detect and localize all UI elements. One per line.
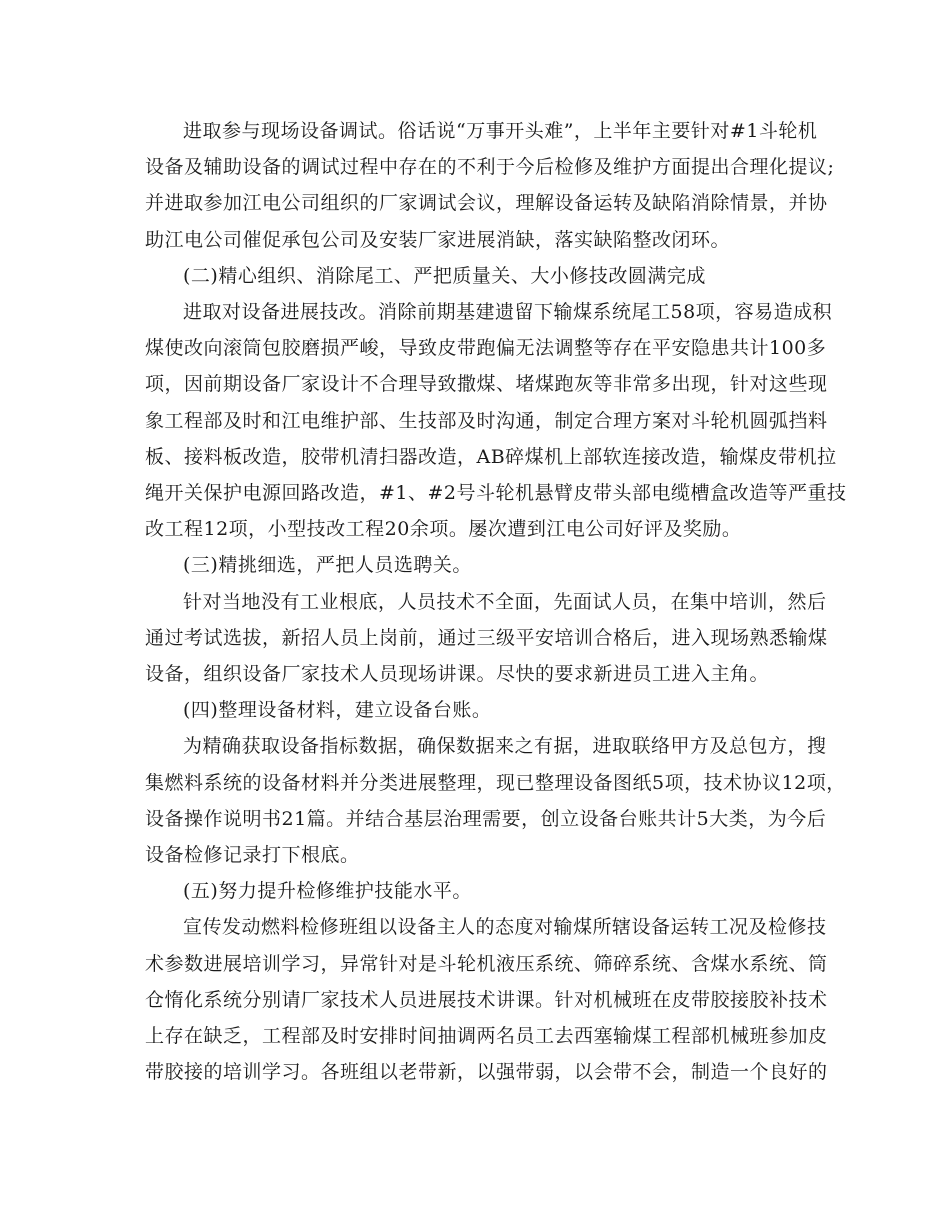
paragraph-first-line: (二)精心组织、消除尾工、严把质量关、大小修技改圆满完成 xyxy=(183,264,706,287)
paragraph-line: 带胶接的培训学习。各班组以老带新，以强带弱，以会带不会，制造一个良好的 xyxy=(145,1061,828,1084)
paragraph-line: 设备，组织设备厂家技术人员现场讲课。尽快的要求新进员工进入主角。 xyxy=(145,663,770,685)
paragraph-line: 助江电公司催促承包公司及安装厂家进展消缺，落实缺陷整改闭环。 xyxy=(145,228,731,251)
paragraph-line: 设备操作说明书21篇。并结合基层治理需要，创立设备台账共计5大类，为今后 xyxy=(145,807,827,830)
paragraph-first-line: 针对当地没有工业根底，人员技术不全面，先面试人员，在集中培训，然后 xyxy=(183,590,827,613)
paragraph-line: 通过考试选拔，新招人员上岗前，通过三级平安培训合格后，进入现场熟悉输煤 xyxy=(145,626,828,649)
paragraph-first-line: 进取对设备进展技改。消除前期基建遗留下输煤系统尾工58项，容易造成积 xyxy=(183,301,833,323)
paragraph-line: 改工程12项，小型技改工程20余项。屡次遭到江电公司好评及奖励。 xyxy=(145,518,742,541)
paragraph-first-line: (四)整理设备材料，建立设备台账。 xyxy=(183,699,492,722)
paragraph-first-line: 宣传发动燃料检修班组以设备主人的态度对输煤所辖设备运转工况及检修技 xyxy=(183,916,827,939)
paragraph-first-line: 进取参与现场设备调试。俗话说“万事开头难”，上半年主要针对#1斗轮机 xyxy=(183,120,818,142)
paragraph-line: 并进取参加江电公司组织的厂家调试会议，理解设备运转及缺陷消除情景，并协 xyxy=(145,192,828,215)
paragraph-line: 象工程部及时和江电维护部、生技部及时沟通，制定合理方案对斗轮机圆弧挡料 xyxy=(145,409,828,432)
paragraph-line: 术参数进展培训学习，异常针对是斗轮机液压系统、筛碎系统、含煤水系统、筒 xyxy=(145,952,828,975)
paragraph-line: 绳开关保护电源回路改造，#1、#2号斗轮机悬臂皮带头部电缆槽盒改造等严重技 xyxy=(145,482,847,504)
paragraph-line: 煤使改向滚筒包胶磨损严峻，导致皮带跑偏无法调整等存在平安隐患共计100多 xyxy=(145,337,827,360)
paragraph-line: 集燃料系统的设备材料并分类进展整理，现已整理设备图纸5项，技术协议12项， xyxy=(145,771,846,794)
paragraph-line: 设备检修记录打下根底。 xyxy=(145,844,360,866)
paragraph-line: 仓惰化系统分别请厂家技术人员进展技术讲课。针对机械班在皮带胶接胶补技术 xyxy=(145,988,828,1011)
paragraph-first-line: 为精确获取设备指标数据，确保数据来之有据，进取联络甲方及总包方，搜 xyxy=(183,735,827,758)
paragraph-first-line: (五)努力提升检修维护技能水平。 xyxy=(183,880,472,903)
paragraph-line: 设备及辅助设备的调试过程中存在的不利于今后检修及维护方面提出合理化提议; xyxy=(145,156,835,179)
paragraph-line: 板、接料板改造，胶带机清扫器改造，AB碎煤机上部软连接改造，输煤皮带机拉 xyxy=(145,445,837,468)
paragraph-line: 上存在缺乏，工程部及时安排时间抽调两名员工去西塞输煤工程部机械班参加皮 xyxy=(145,1025,828,1047)
paragraph-first-line: (三)精挑细选，严把人员选聘关。 xyxy=(183,554,472,577)
paragraph-line: 项，因前期设备厂家设计不合理导致撒煤、堵煤跑灰等非常多出现，针对这些现 xyxy=(145,373,828,396)
